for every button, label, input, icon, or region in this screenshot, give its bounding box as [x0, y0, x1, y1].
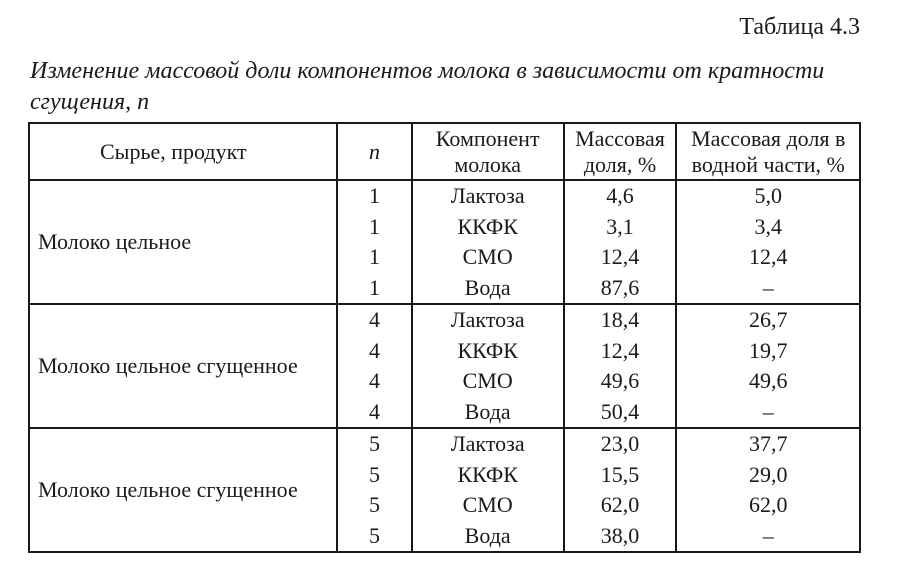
water-fraction-cell: 29,0 — [676, 460, 860, 491]
n-cell: 5 — [337, 490, 412, 521]
mass-fraction-cell: 50,4 — [564, 397, 677, 429]
header-row — [29, 123, 860, 180]
header-product: Сырье, продукт — [29, 123, 337, 180]
mass-fraction-cell: 12,4 — [564, 336, 677, 367]
component-cell: СМО — [412, 242, 564, 273]
water-fraction-cell: – — [676, 521, 860, 553]
water-fraction-cell: 49,6 — [676, 366, 860, 397]
header-n: n — [337, 123, 412, 180]
component-cell: СМО — [412, 366, 564, 397]
mass-fraction-cell: 87,6 — [564, 273, 677, 305]
water-fraction-cell: 3,4 — [676, 212, 860, 243]
header-mass-fraction: Массовая доля, % — [564, 123, 677, 180]
table-caption: Изменение массовой доли компонентов молока в зависимости от кратности сгущения, n — [30, 58, 825, 115]
header-component: Компонент молока — [412, 123, 564, 180]
water-fraction-cell: 12,4 — [676, 242, 860, 273]
mass-fraction-cell: 23,0 — [564, 428, 677, 460]
water-fraction-cell: 62,0 — [676, 490, 860, 521]
component-cell: Вода — [412, 273, 564, 305]
product-cell: Молоко цельное сгущенное — [29, 428, 337, 552]
table-body — [29, 180, 860, 552]
n-cell: 1 — [337, 273, 412, 305]
component-cell: Вода — [412, 397, 564, 429]
n-cell: 4 — [337, 397, 412, 429]
n-cell: 4 — [337, 304, 412, 336]
mass-fraction-cell: 18,4 — [564, 304, 677, 336]
mass-fraction-cell: 38,0 — [564, 521, 677, 553]
mass-fraction-cell: 3,1 — [564, 212, 677, 243]
component-cell: Лактоза — [412, 180, 564, 212]
mass-fraction-cell: 49,6 — [564, 366, 677, 397]
n-cell: 1 — [337, 242, 412, 273]
n-cell: 5 — [337, 460, 412, 491]
mass-fraction-cell: 62,0 — [564, 490, 677, 521]
water-fraction-cell: – — [676, 397, 860, 429]
table-number: Таблица 4.3 — [739, 14, 860, 40]
water-fraction-cell: 37,7 — [676, 428, 860, 460]
product-cell: Молоко цельное сгущенное — [29, 304, 337, 428]
data-table — [28, 122, 861, 553]
water-fraction-cell: 26,7 — [676, 304, 860, 336]
product-cell: Молоко цельное — [29, 180, 337, 304]
table-row — [29, 428, 860, 460]
water-fraction-cell: – — [676, 273, 860, 305]
n-cell: 5 — [337, 521, 412, 553]
n-cell: 1 — [337, 212, 412, 243]
mass-fraction-cell: 4,6 — [564, 180, 677, 212]
n-cell: 5 — [337, 428, 412, 460]
component-cell: СМО — [412, 490, 564, 521]
n-cell: 4 — [337, 336, 412, 367]
table-row — [29, 180, 860, 212]
header-water-fraction: Массовая доля в водной части, % — [676, 123, 860, 180]
component-cell: Вода — [412, 521, 564, 553]
mass-fraction-cell: 12,4 — [564, 242, 677, 273]
n-cell: 1 — [337, 180, 412, 212]
component-cell: Лактоза — [412, 304, 564, 336]
component-cell: Лактоза — [412, 428, 564, 460]
n-cell: 4 — [337, 366, 412, 397]
component-cell: ККФК — [412, 460, 564, 491]
table-row — [29, 304, 860, 336]
component-cell: ККФК — [412, 212, 564, 243]
water-fraction-cell: 5,0 — [676, 180, 860, 212]
mass-fraction-cell: 15,5 — [564, 460, 677, 491]
water-fraction-cell: 19,7 — [676, 336, 860, 367]
component-cell: ККФК — [412, 336, 564, 367]
